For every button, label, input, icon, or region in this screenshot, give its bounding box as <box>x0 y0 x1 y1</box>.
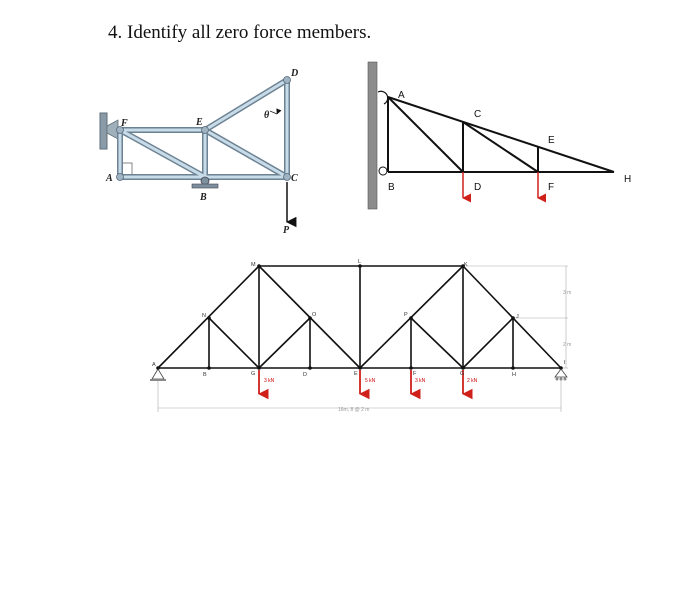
pin-support-A <box>152 369 164 379</box>
label-I: I <box>564 360 566 366</box>
truss2-members <box>388 97 614 172</box>
label-theta: θ <box>264 110 270 121</box>
label-H: H <box>512 372 516 378</box>
truss3-members <box>158 266 561 368</box>
label-G: G <box>251 371 256 377</box>
label-D: D <box>291 68 299 79</box>
label-F: F <box>413 371 417 377</box>
member-N-G <box>209 318 259 368</box>
label-D: D <box>474 182 482 193</box>
label-G2: G <box>460 371 465 377</box>
label-B: B <box>388 182 395 193</box>
long-truss <box>150 259 571 413</box>
label-A: A <box>398 90 405 101</box>
label-P: P <box>404 312 408 318</box>
wall-support <box>100 113 107 149</box>
cantilever-truss <box>368 62 631 209</box>
member-AD <box>388 97 463 172</box>
label-B: B <box>200 192 207 203</box>
pin-support-A <box>378 91 388 104</box>
span-dimension: 16m, 8 @ 2 m <box>338 407 370 413</box>
frame-figure <box>100 68 298 236</box>
load-label-2: 5 kN <box>365 378 376 384</box>
label-D: D <box>303 372 307 378</box>
height-dimension-2: 2 m <box>563 342 572 348</box>
wall <box>368 62 377 209</box>
member-CF <box>463 122 538 172</box>
member-G2-J <box>463 318 513 368</box>
label-A: A <box>152 362 156 368</box>
label-C: C <box>291 173 298 184</box>
label-F: F <box>548 182 555 193</box>
member-P-G2 <box>411 318 463 368</box>
label-J: J <box>516 314 519 320</box>
load-label-1: 3 kN <box>264 378 275 384</box>
label-B: B <box>203 372 207 378</box>
load-label-4: 2 kN <box>467 378 478 384</box>
height-dimension-1: 3 m <box>563 290 572 296</box>
label-M: M <box>251 262 256 268</box>
label-F: F <box>121 118 128 129</box>
label-N: N <box>202 313 206 319</box>
label-C: C <box>474 109 482 120</box>
label-E: E <box>196 117 203 128</box>
label-O: O <box>312 312 317 318</box>
ground-A <box>150 379 166 381</box>
member-G-O <box>259 318 310 368</box>
dimension-lines <box>158 266 568 412</box>
load-label-3: 3 kN <box>415 378 426 384</box>
question-title: 4. Identify all zero force members. <box>108 22 372 43</box>
label-P: P <box>283 225 290 236</box>
support-base-B <box>192 184 218 188</box>
roller-support-I <box>555 369 567 377</box>
roller-support-B <box>379 167 387 175</box>
label-E: E <box>354 371 358 377</box>
theta-arrow <box>270 111 277 114</box>
label-E: E <box>548 135 555 146</box>
label-L: L <box>358 259 362 265</box>
label-A: A <box>106 173 113 184</box>
label-H: H <box>624 174 632 185</box>
member-AH <box>388 97 614 172</box>
label-K: K <box>464 262 468 268</box>
